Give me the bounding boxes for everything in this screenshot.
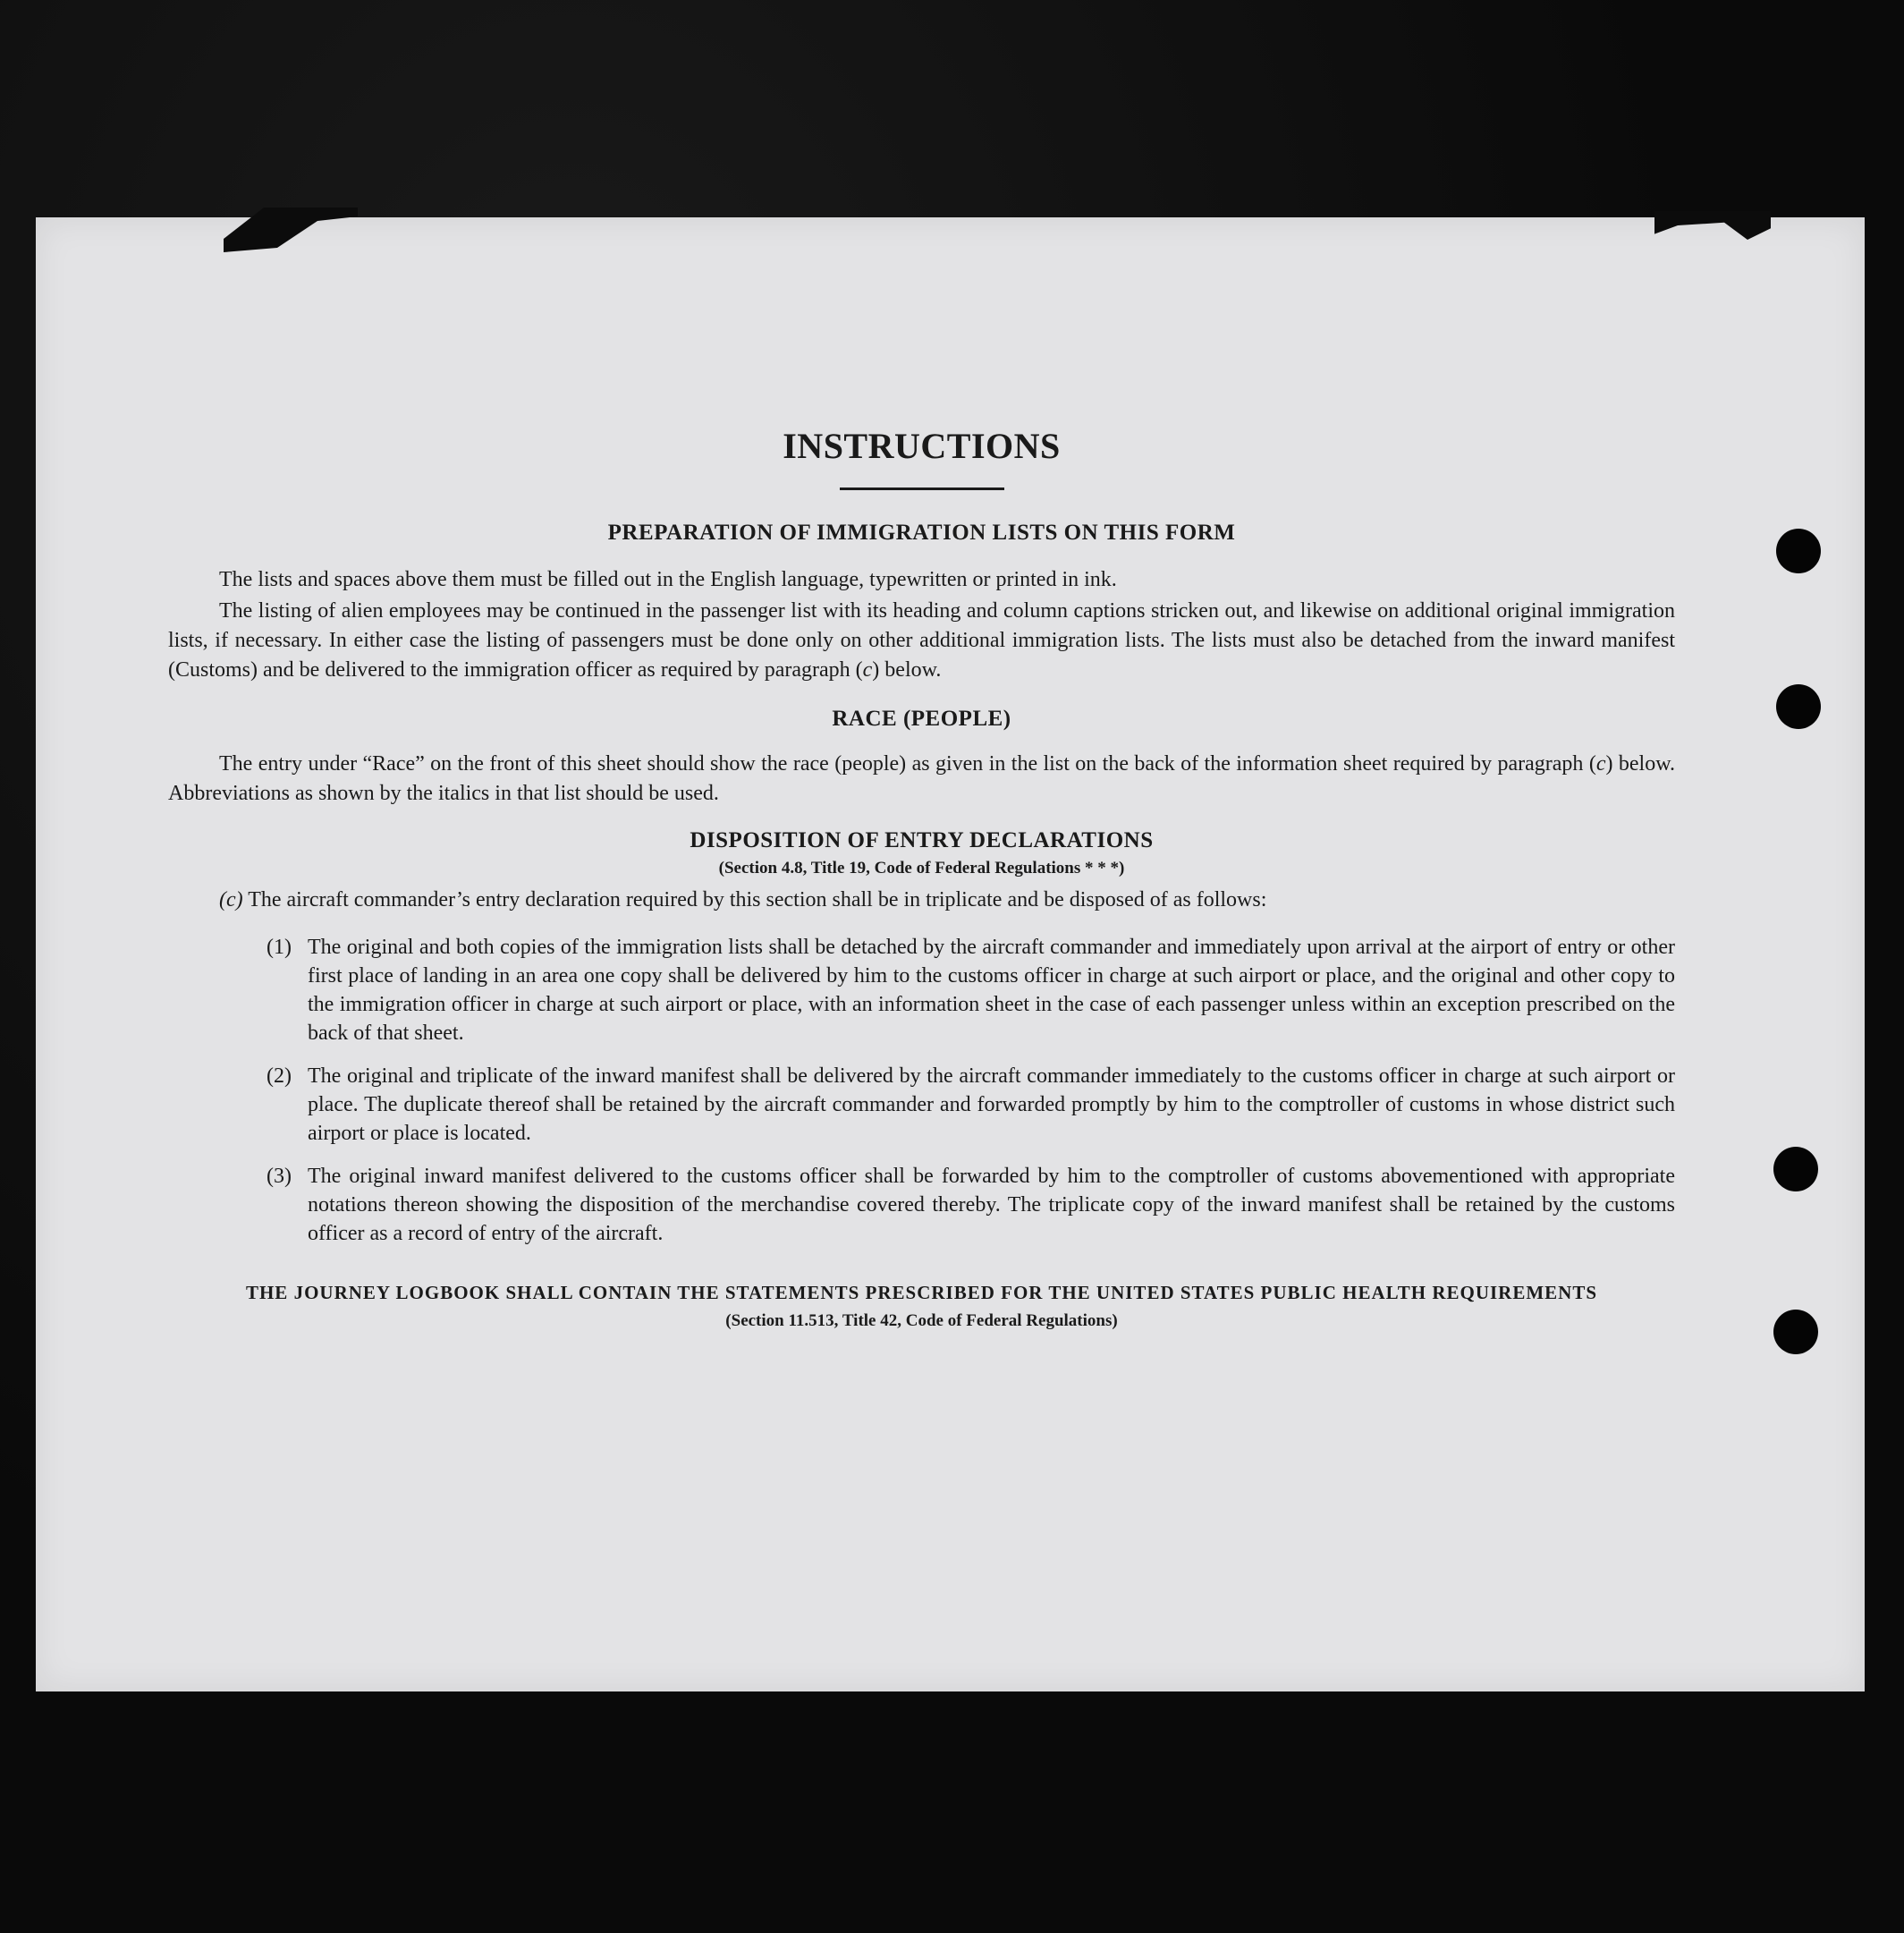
page-title: INSTRUCTIONS: [783, 426, 1061, 466]
item-c-label: (c): [219, 888, 243, 911]
preparation-heading: PREPARATION OF IMMIGRATION LISTS ON THIS FORM: [607, 521, 1236, 545]
item-1-number: (1): [267, 936, 292, 959]
disposition-heading: DISPOSITION OF ENTRY DECLARATIONS: [690, 828, 1154, 852]
item-3-number: (3): [267, 1165, 292, 1188]
punch-hole-4: [1773, 1310, 1818, 1354]
race-para-end: ) below. Abbreviations as shown by the italics in that list should be used.: [168, 752, 1675, 805]
title-rule: [840, 487, 1004, 490]
disposition-item-c: [219, 886, 1675, 915]
disposition-item-2: [267, 1062, 1675, 1148]
footer-sub: (Section 11.513, Title 42, Code of Federal Regulations): [725, 1311, 1118, 1330]
item-3-text: The original inward manifest delivered to the customs officer shall be forwarded by him to the comptroller of customs abovementioned with appropriate notations thereon showing the disposition of the merchandise covered thereby. The triplicate copy of the inward manifest shall be retained by the customs officer as a record of entry of the aircraft.: [308, 1165, 1675, 1245]
footer-main: THE JOURNEY LOGBOOK SHALL CONTAIN THE STATEMENTS PRESCRIBED FOR THE UNITED STATES PUBLIC HEALTH REQUIREMENTS: [245, 1282, 1598, 1303]
preparation-para-2-end: ) below.: [872, 658, 942, 682]
punch-hole-3: [1773, 1147, 1818, 1191]
race-para-text: The entry under “Race” on the front of this sheet should show the race (people) as given in the list on the back of the information sheet required by paragraph (: [219, 752, 1596, 776]
punch-hole-2: [1776, 684, 1821, 729]
instructions-content: [168, 425, 1675, 1331]
preparation-para-2-text: The listing of alien employees may be continued in the passenger list with its heading and column captions stricken out, and likewise on additional original immigration lists, if necessary. In either case the listing of passengers must be done only on other additional immigration lists. The lists must also be detached from the inward manifest (Customs) and be delivered to the immigration officer as required by paragraph (: [168, 599, 1675, 682]
item-2-text: The original and triplicate of the inward manifest shall be delivered by the aircraft commander immediately to the customs officer in charge at such airport or place. The duplicate thereof shall be retained by the aircraft commander and forwarded promptly by him to the comptroller of customs in whose district such airport or place is located.: [308, 1064, 1675, 1145]
disposition-item-3: [267, 1162, 1675, 1248]
preparation-para-1: The lists and spaces above them must be filled out in the English language, typewritten or printed in ink.: [219, 568, 1117, 591]
race-para-letter: c: [1595, 752, 1606, 776]
item-1-text: The original and both copies of the immigration lists shall be detached by the aircraft commander and immediately upon arrival at the airport of entry or other first place of landing in an area one copy shall be delivered by him to the customs officer in charge at such airport or place, and the original and other copy to the immigration officer in charge at such airport or place, with an information sheet in the case of each passenger unless within an exception prescribed on the back of that sheet.: [308, 936, 1675, 1045]
race-para: [168, 750, 1675, 809]
punch-hole-1: [1776, 529, 1821, 573]
disposition-subheading: (Section 4.8, Title 19, Code of Federal Regulations * * *): [718, 859, 1125, 877]
disposition-item-1: [267, 933, 1675, 1047]
preparation-para-2: [168, 597, 1675, 685]
item-c-text: The aircraft commander’s entry declaration required by this section shall be in triplicate and be disposed of as follows:: [242, 888, 1267, 911]
race-heading: RACE (PEOPLE): [832, 707, 1011, 731]
item-2-number: (2): [267, 1064, 292, 1088]
preparation-para-2-letter: c: [862, 658, 873, 682]
